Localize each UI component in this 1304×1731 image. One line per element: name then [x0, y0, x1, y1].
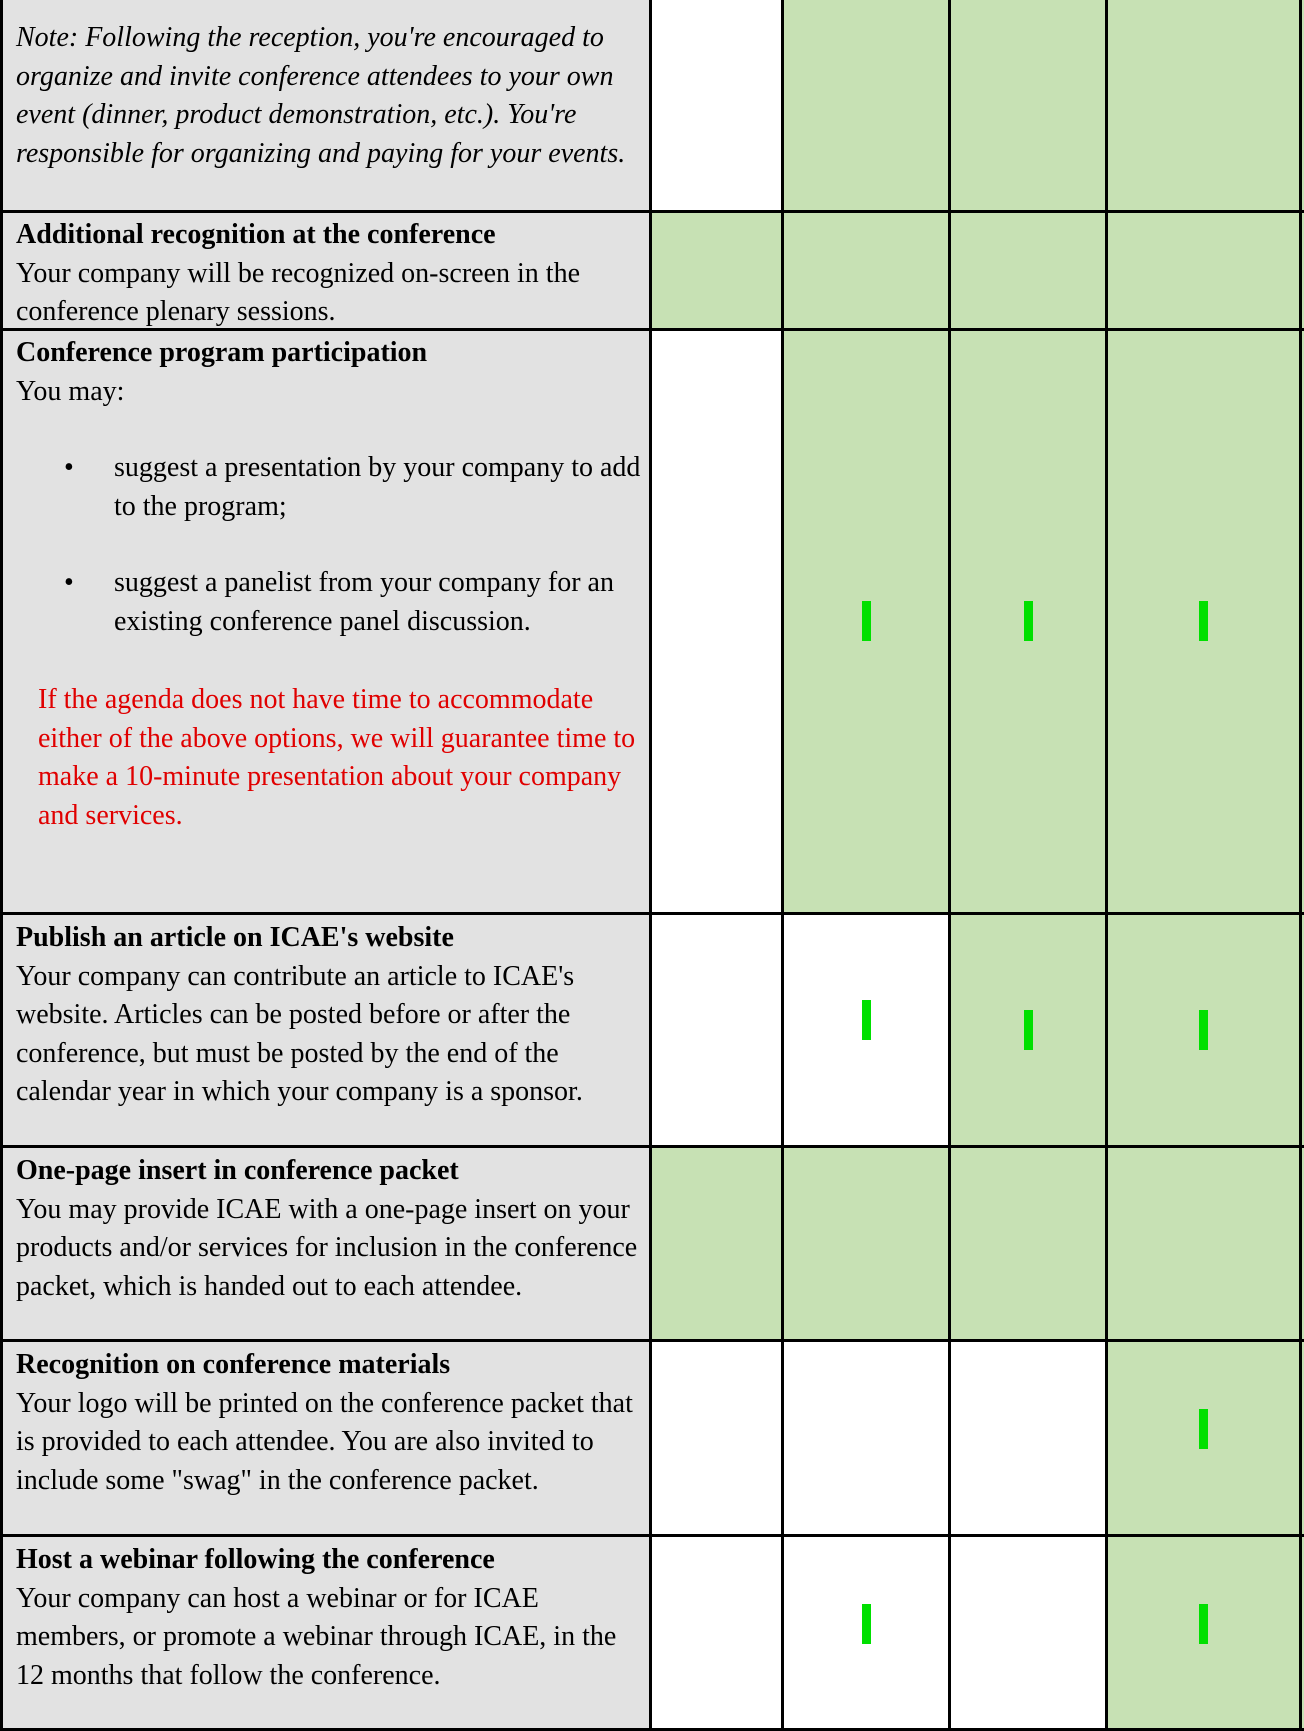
row-host-webinar-description [0, 1536, 651, 1731]
table-border [0, 0, 3, 1731]
tier-cell [783, 1147, 950, 1341]
tier-cell [1107, 330, 1304, 914]
table-border [0, 210, 1304, 213]
tier-cell [783, 1341, 950, 1536]
table-border [649, 0, 652, 1731]
tier-cell [783, 212, 950, 330]
tier-cell [651, 0, 783, 212]
table-border [0, 1534, 1304, 1537]
check-mark-icon [1024, 601, 1033, 641]
row-heading: Recognition on conference materials [16, 1349, 451, 1380]
tier-cell [950, 914, 1107, 1147]
bullet-item: • suggest a panelist from your company for an existing conference panel discussion. [64, 564, 641, 641]
row-program-participation-description [0, 330, 651, 914]
check-mark-icon [1199, 1604, 1208, 1644]
tier-cell [651, 1536, 783, 1731]
tier-cell [1107, 1341, 1304, 1536]
tier-cell [950, 330, 1107, 914]
check-mark-icon [862, 601, 871, 641]
tier-cell [783, 0, 950, 212]
table-border [0, 912, 1304, 915]
table-border [948, 0, 951, 1731]
guarantee-note: If the agenda does not have time to accommodate either of the above options, we will guarantee time to make a 10-minute presentation about your company and services. [38, 684, 636, 831]
tier-cell [950, 0, 1107, 212]
table-border [1105, 0, 1108, 1731]
row-heading: Host a webinar following the conference [16, 1544, 495, 1575]
row-body: Your company will be recognized on-screen in the conference plenary sessions. [16, 257, 580, 327]
row-heading: Additional recognition at the conference [16, 219, 496, 250]
check-mark-icon [862, 1000, 871, 1040]
note-text: Note: Following the reception, you're encouraged to organize and invite conference attendees to your own event (dinner, product demonstration, etc.). You're responsible for organizing and paying for your events. [16, 22, 626, 169]
check-mark-icon [1199, 1010, 1208, 1050]
check-mark-icon [1024, 1010, 1033, 1050]
row-heading: Publish an article on ICAE's website [16, 922, 454, 953]
tier-cell [783, 1536, 950, 1731]
table-border [1299, 0, 1302, 1731]
table-border [0, 1145, 1304, 1148]
row-note-description [0, 0, 651, 212]
table-border [781, 0, 784, 1731]
table-border [0, 1339, 1304, 1342]
row-heading: Conference program participation [16, 337, 428, 368]
tier-cell [950, 1341, 1107, 1536]
tier-cell [1107, 212, 1304, 330]
check-mark-icon [1199, 1409, 1208, 1449]
tier-cell [950, 1147, 1107, 1341]
bullet-item: • suggest a presentation by your company to add to the program; [64, 449, 641, 526]
tier-cell [651, 212, 783, 330]
tier-cell [950, 212, 1107, 330]
tier-cell [783, 330, 950, 914]
tier-cell [651, 1341, 783, 1536]
row-publish-article-description [0, 914, 651, 1147]
row-body: You may provide ICAE with a one-page insert on your products and/or services for inclusion in the conference packet, which is handed out to each attendee. [16, 1193, 638, 1302]
row-body: Your logo will be printed on the conference packet that is provided to each attendee. You are also invited to include some "swag" in the conference packet. [16, 1387, 633, 1496]
row-additional-recognition-description [0, 212, 651, 330]
row-one-page-insert-description [0, 1147, 651, 1341]
check-mark-icon [1199, 601, 1208, 641]
table-border [0, 328, 1304, 331]
tier-cell [1107, 1536, 1304, 1731]
check-mark-icon [862, 1604, 871, 1644]
row-recognition-materials-description [0, 1341, 651, 1536]
tier-cell [950, 1536, 1107, 1731]
tier-cell [1107, 1147, 1304, 1341]
tier-cell [783, 914, 950, 1147]
row-heading: One-page insert in conference packet [16, 1155, 459, 1186]
tier-cell [651, 330, 783, 914]
row-intro: You may: [16, 375, 125, 407]
tier-cell [1107, 0, 1304, 212]
row-body: Your company can contribute an article to ICAE's website. Articles can be posted before or after the conference, but must be posted by the end of the calendar year in which your company is a sponsor. [16, 960, 583, 1107]
row-body: Your company can host a webinar or for ICAE members, or promote a webinar through ICAE, in the 12 months that follow the conference. [16, 1582, 617, 1691]
tier-cell [1107, 914, 1304, 1147]
tier-cell [651, 914, 783, 1147]
tier-cell [651, 1147, 783, 1341]
